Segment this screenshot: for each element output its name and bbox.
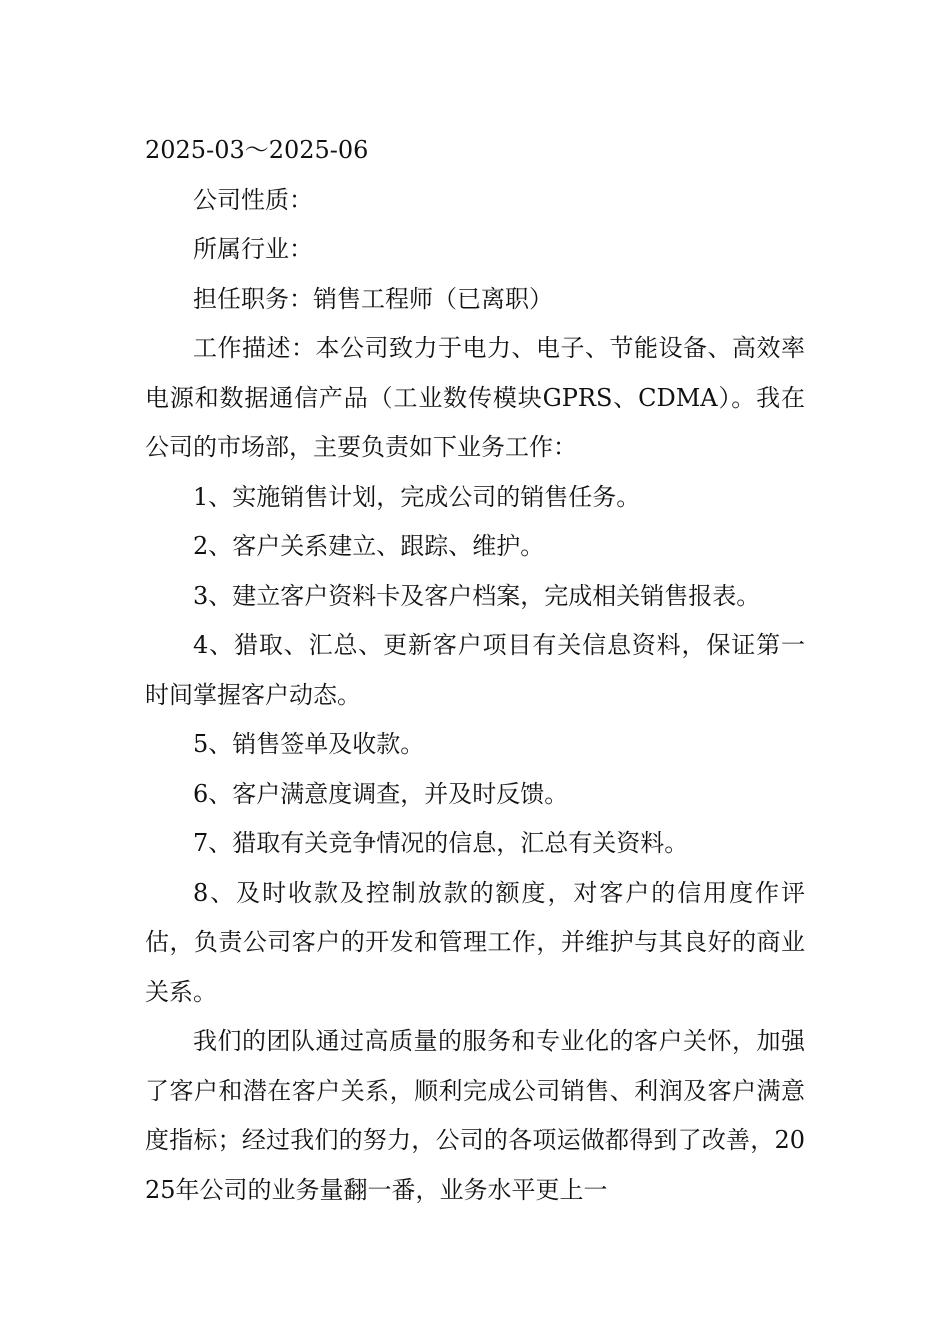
duty-item: 1、实施销售计划，完成公司的销售任务。 <box>193 482 641 511</box>
duty-item: 7、猎取有关竞争情况的信息，汇总有关资料。 <box>193 829 689 857</box>
job-description: 工作描述：本公司致力于电力、电子、节能设备、高效率电源和数据通信产品（工业数传模块GPRS、CDMA）。我在公司的市场部，主要负责如下业务工作： <box>145 334 805 461</box>
duty-item: 4、猎取、汇总、更新客户项目有关信息资料，保证第一时间掌握客户动态。 <box>145 631 805 709</box>
industry: 所属行业： <box>193 235 313 263</box>
job-title: 担任职务：销售工程师（已离职） <box>193 284 553 313</box>
duty-item: 3、建立客户资料卡及客户档案，完成相关销售报表。 <box>193 581 761 610</box>
duty-item: 8、及时收款及控制放款的额度，对客户的信用度作评估，负责公司客户的开发和管理工作，并维护与其良好的商业关系。 <box>145 878 805 1006</box>
team-summary: 我们的团队通过高质量的服务和专业化的客户关怀，加强了客户和潜在客户关系，顺利完成公司销售、利润及客户满意度指标；经过我们的努力，公司的各项运做都得到了改善，2025年公司的业务量翻一番，业务水平更上一 <box>145 1027 805 1204</box>
document-page <box>145 126 805 1215</box>
date-range: 2025-03～2025-06 <box>145 136 369 164</box>
duty-item: 5、销售签单及收款。 <box>193 730 425 758</box>
company-nature: 公司性质： <box>193 185 313 214</box>
duty-item: 6、客户满意度调查，并及时反馈。 <box>193 779 569 808</box>
duty-item: 2、客户关系建立、跟踪、维护。 <box>193 532 545 560</box>
